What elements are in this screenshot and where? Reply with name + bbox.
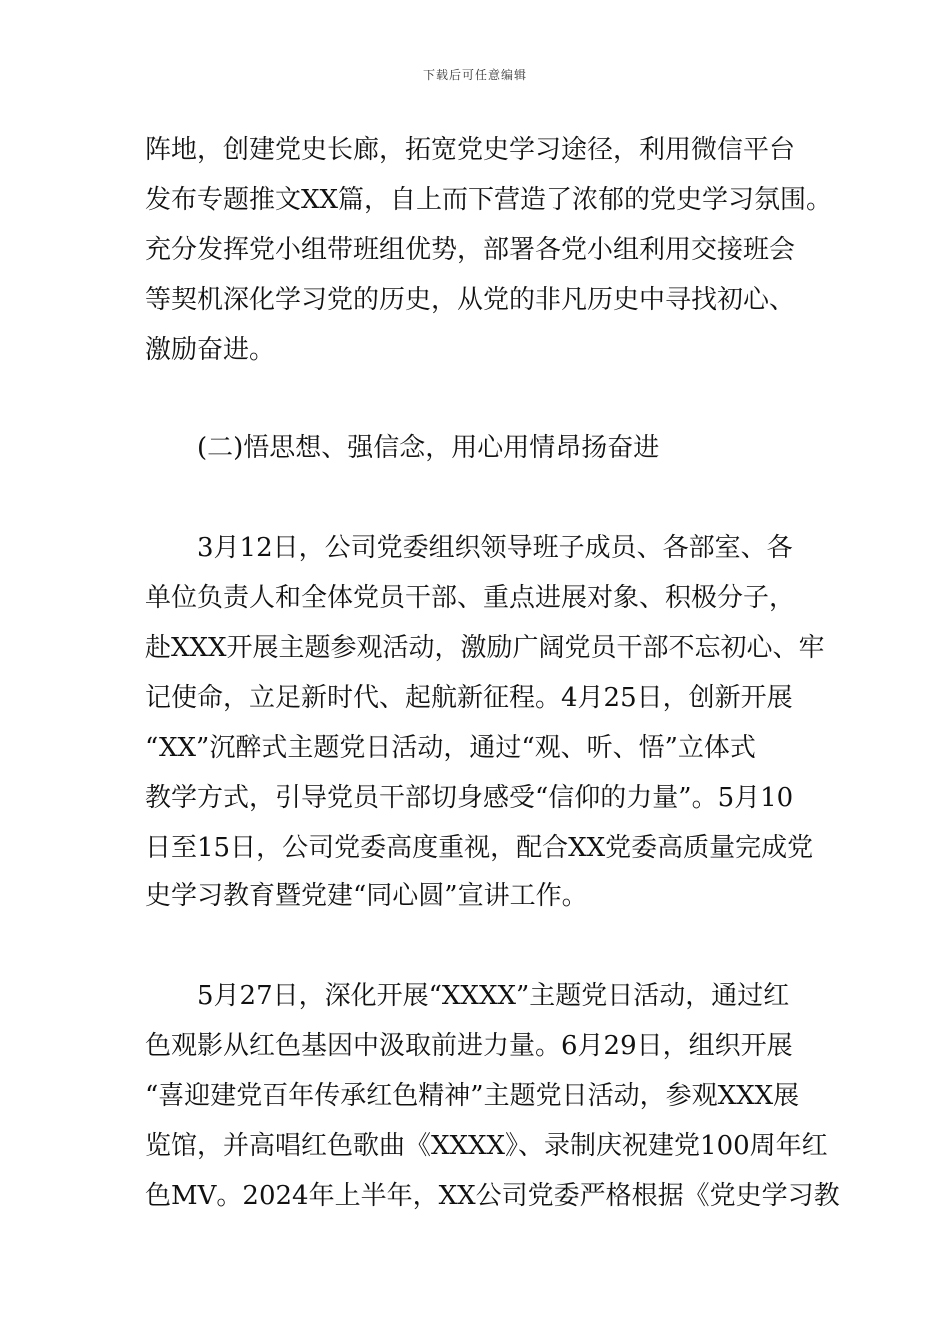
body-line-11: “XX”沉醉式主题党日活动，通过“观、听、悟”立体式 [145, 733, 756, 763]
body-line-2: 发布专题推文XX篇，自上而下营造了浓郁的党史学习氛围。 [145, 185, 833, 215]
body-line-15: 5月27日，深化开展“XXXX”主题党日活动，通过红 [197, 981, 790, 1011]
body-line-19: 色MV。2024年上半年，XX公司党委严格根据《党史学习教 [145, 1181, 840, 1211]
body-line-1: 阵地，创建党史长廊，拓宽党史学习途径，利用微信平台 [145, 135, 796, 165]
body-line-3: 充分发挥党小组带班组优势，部署各党小组利用交接班会 [145, 235, 796, 265]
body-line-16: 色观影从红色基因中汲取前进力量。6月29日，组织开展 [145, 1031, 793, 1061]
body-line-14: 史学习教育暨党建“同心圆”宣讲工作。 [145, 881, 588, 911]
body-line-10: 记使命，立足新时代、起航新征程。4月25日，创新开展 [145, 683, 793, 713]
body-line-9: 赴XXX开展主题参观活动，激励广阔党员干部不忘初心、牢 [145, 633, 825, 663]
page-header: 下载后可任意编辑 [422, 68, 527, 82]
body-line-17: “喜迎建党百年传承红色精神”主题党日活动，参观XXX展 [145, 1081, 800, 1111]
body-line-4: 等契机深化学习党的历史，从党的非凡历史中寻找初心、 [145, 285, 796, 315]
body-line-5: 激励奋进。 [145, 335, 276, 365]
body-line-18: 览馆，并高唱红色歌曲《XXXX》、录制庆祝建党100周年红 [145, 1131, 828, 1161]
body-line-12: 教学方式，引导党员干部切身感受“信仰的力量”。5月10 [145, 783, 794, 813]
section-heading: (二)悟思想、强信念，用心用情昂扬奋进 [197, 433, 660, 463]
body-line-7: 3月12日，公司党委组织领导班子成员、各部室、各 [197, 533, 793, 563]
body-line-8: 单位负责人和全体党员干部、重点进展对象、积极分子， [145, 583, 796, 613]
body-line-13: 日至15日，公司党委高度重视，配合XX党委高质量完成党 [145, 833, 814, 863]
